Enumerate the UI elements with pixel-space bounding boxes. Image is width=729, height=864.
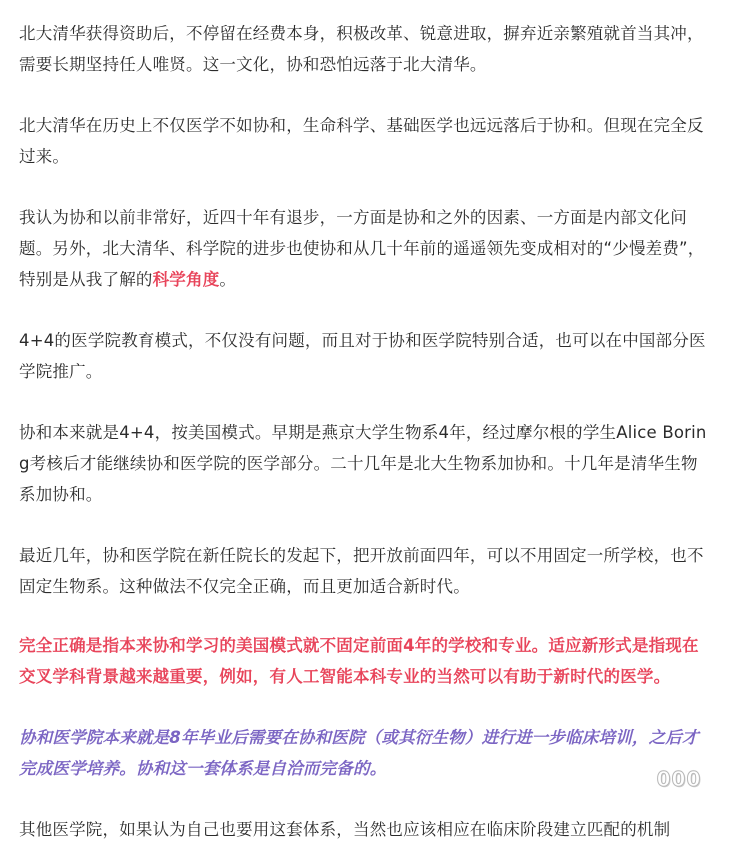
- science-angle-highlight: 科学角度: [152, 270, 220, 289]
- paragraph-3-end: 。: [219, 270, 237, 289]
- paragraph-8-highlight-purple: 协和医学院本来就是8年毕业后需要在协和医院（或其衍生物）进行进一步临床培训，之后才完成医学培养。协和这一套体系是自洽而完备的。: [19, 728, 699, 778]
- paragraph-3: [19, 202, 709, 295]
- paragraph-5: 协和本来就是4+4，按美国模式。早期是燕京大学生物系4年，经过摩尔根的学生Alice Boring考核后才能继续协和医学院的医学部分。二十几年是北大生物系加协和。十几年是清华生物系加协和。: [19, 423, 707, 504]
- paragraph-6: 最近几年，协和医学院在新任院长的发起下，把开放前面四年，可以不用固定一所学校，也不固定生物系。这种做法不仅完全正确，而且更加适合新时代。: [19, 546, 704, 596]
- paragraph-9: 其他医学院，如果认为自己也要用这套体系，当然也应该相应在临床阶段建立匹配的机制: [19, 820, 671, 839]
- paragraph-7-highlight-red: 完全正确是指本来协和学习的美国模式就不固定前面4年的学校和专业。适应新形式是指现在交叉学科背景越来越重要，例如，有人工智能本科专业的当然可以有助于新时代的医学。: [19, 636, 699, 686]
- article-body: [19, 18, 709, 864]
- watermark-logo: [637, 761, 721, 797]
- paragraph-2: 北大清华在历史上不仅医学不如协和，生命科学、基础医学也远远落后于协和。但现在完全反过来。: [19, 116, 704, 166]
- paragraph-3-text: 我认为协和以前非常好，近四十年有退步，一方面是协和之外的因素、一方面是内部文化问题。另外，北大清华、科学院的进步也使协和从几十年前的遥遥领先变成相对的“少慢差费”，特别是从我了解的: [19, 208, 705, 289]
- paragraph-4: 4+4的医学院教育模式，不仅没有问题，而且对于协和医学院特别合适，也可以在中国部分医学院推广。: [19, 331, 706, 381]
- watermark-text: 000: [656, 767, 702, 791]
- paragraph-1: 北大清华获得资助后，不停留在经费本身，积极改革、锐意进取，摒弃近亲繁殖就首当其冲，需要长期坚持任人唯贤。这一文化，协和恐怕远落于北大清华。: [19, 24, 704, 74]
